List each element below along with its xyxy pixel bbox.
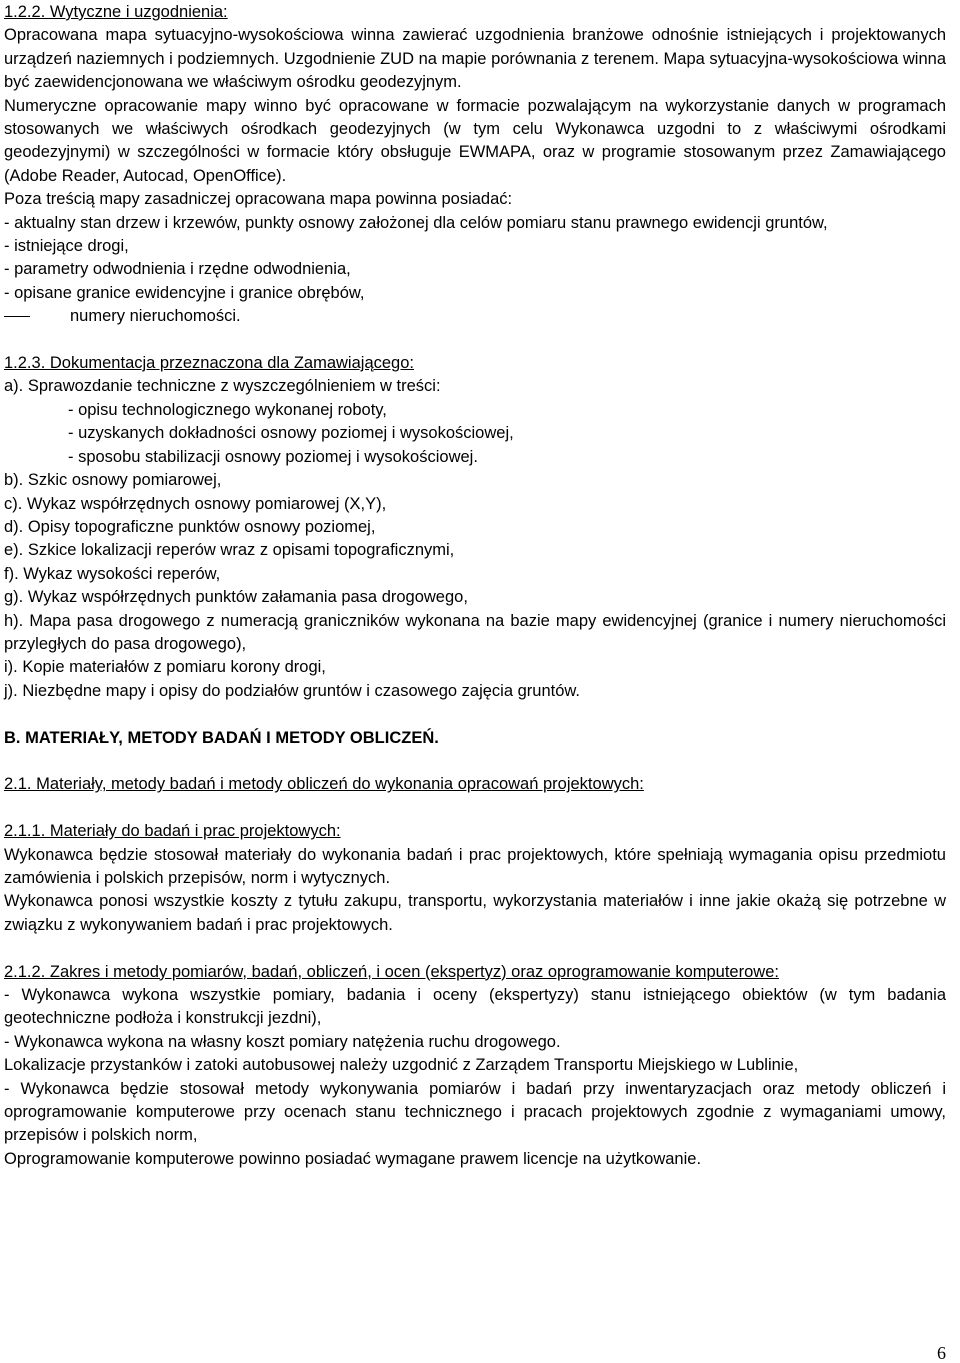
section-123-subitem: - sposobu stabilizacji osnowy poziomej i wysokościowej. <box>68 447 478 466</box>
section-122-item: - istniejące drogi, <box>4 237 129 256</box>
section-122-heading: 1.2.2. Wytyczne i uzgodnienia: <box>4 3 228 21</box>
section-123-heading: 1.2.3. Dokumentacja przeznaczona dla Zamawiającego: <box>4 354 414 373</box>
section-122-item: - opisane granice ewidencyjne i granice obrębów, <box>4 283 365 302</box>
section-122-paragraph-3: Poza treścią mapy zasadniczej opracowana mapa powinna posiadać: <box>4 190 513 209</box>
section-122-item: - aktualny stan drzew i krzewów, punkty osnowy założonej dla celów pomiaru stanu prawnego ewidencji gruntów, <box>4 213 828 232</box>
section-211-paragraph-2: Wykonawca ponosi wszystkie koszty z tytułu zakupu, transportu, wykorzystania materiałów i inne jakie okażą się potrzebne w związku z wykonywaniem badań i prac projektowych. <box>4 892 946 934</box>
section-123-item: b). Szkic osnowy pomiarowej, <box>4 471 222 490</box>
section-b-heading: B. MATERIAŁY, METODY BADAŃ I METODY OBLICZEŃ. <box>4 728 439 747</box>
section-123-item: d). Opisy topograficzne punktów osnowy poziomej, <box>4 517 376 536</box>
section-212-paragraph-4: - Wykonawca będzie stosował metody wykonywania pomiarów i badań przy inwentaryzacjach oraz metody obliczeń i oprogramowanie komputerowe przy ocenach stanu technicznego i pracach projektowych zgodnie z wymaganiami umowy, przepisów i polskich norm, <box>4 1079 946 1145</box>
section-122-last-item: numery nieruchomości. <box>70 307 241 326</box>
section-212-paragraph-5: Oprogramowanie komputerowe powinno posiadać wymagane prawem licencje na użytkowanie. <box>4 1149 702 1168</box>
dash-bullet <box>4 316 30 317</box>
section-21-heading: 2.1. Materiały, metody badań i metody obliczeń do wykonania opracowań projektowych: <box>4 775 644 794</box>
section-212-paragraph-1: - Wykonawca wykona wszystkie pomiary, badania i oceny (ekspertyzy) stanu istniejącego obiektów (w tym badania geotechniczne podłoża i konstrukcji jezdni), <box>4 985 946 1028</box>
section-123-subitem: - uzyskanych dokładności osnowy poziomej i wysokościowej, <box>68 424 514 443</box>
section-123-item: g). Wykaz współrzędnych punktów załamania pasa drogowego, <box>4 588 468 607</box>
section-212-paragraph-3: Lokalizacje przystanków i zatoki autobusowej należy uzgodnić z Zarządem Transportu Miejskiego w Lublinie, <box>4 1056 799 1075</box>
section-123-item: i). Kopie materiałów z pomiaru korony drogi, <box>4 658 326 677</box>
section-123-item: c). Wykaz współrzędnych osnowy pomiarowej (X,Y), <box>4 494 387 513</box>
section-123-item: e). Szkice lokalizacji reperów wraz z opisami topograficznymi, <box>4 541 455 560</box>
section-123-item: h). Mapa pasa drogowego z numeracją graniczników wykonana na bazie mapy ewidencyjnej (granice i numery nieruchomości przyległych do pasa drogowego), <box>4 611 946 653</box>
document-page <box>4 0 946 1171</box>
section-123-item: j). Niezbędne mapy i opisy do podziałów gruntów i czasowego zajęcia gruntów. <box>4 681 580 700</box>
section-123-subitem: - opisu technologicznego wykonanej roboty, <box>68 400 387 419</box>
section-212-heading: 2.1.2. Zakres i metody pomiarów, badań, obliczeń, i ocen (ekspertyz) oraz oprogramowanie komputerowe: <box>4 962 779 981</box>
section-211-paragraph-1: Wykonawca będzie stosował materiały do wykonania badań i prac projektowych, które spełniają wymagania opisu przedmiotu zamówienia i polskich przepisów, norm i wytycznych. <box>4 845 946 887</box>
section-211-heading: 2.1.1. Materiały do badań i prac projektowych: <box>4 822 341 841</box>
section-123-item-a: a). Sprawozdanie techniczne z wyszczególnieniem w treści: <box>4 377 441 396</box>
section-212-paragraph-2: - Wykonawca wykona na własny koszt pomiary natężenia ruchu drogowego. <box>4 1032 561 1051</box>
page-number: 6 <box>937 1343 946 1363</box>
section-122-paragraph-1: Opracowana mapa sytuacyjno-wysokościowa winna zawierać uzgodnienia branżowe odnośnie istniejących i projektowanych urządzeń naziemnych i podziemnych. Uzgodnienie ZUD na mapie porównania z terenem. Mapa sytuacyjna-wysokościowa winna być zaewidencjonowana we właściwym ośrodku geodezyjnym. <box>4 26 946 92</box>
section-123-item: f). Wykaz wysokości reperów, <box>4 564 221 583</box>
section-122-item-dash <box>4 305 946 328</box>
section-122-item: - parametry odwodnienia i rzędne odwodnienia, <box>4 260 351 279</box>
section-122-paragraph-2: Numeryczne opracowanie mapy winno być opracowane w formacie pozwalającym na wykorzystanie danych w programach stosowanych we właściwych ośrodkach geodezyjnych (w tym celu Wykonawca uzgodni to z właściwymi ośrodkami geodezyjnymi) w szczególności w formacie który obsługuje EWMAPA, oraz w programie stosowanym przez Zamawiającego (Adobe Reader, Autocad, OpenOffice). <box>4 96 946 185</box>
